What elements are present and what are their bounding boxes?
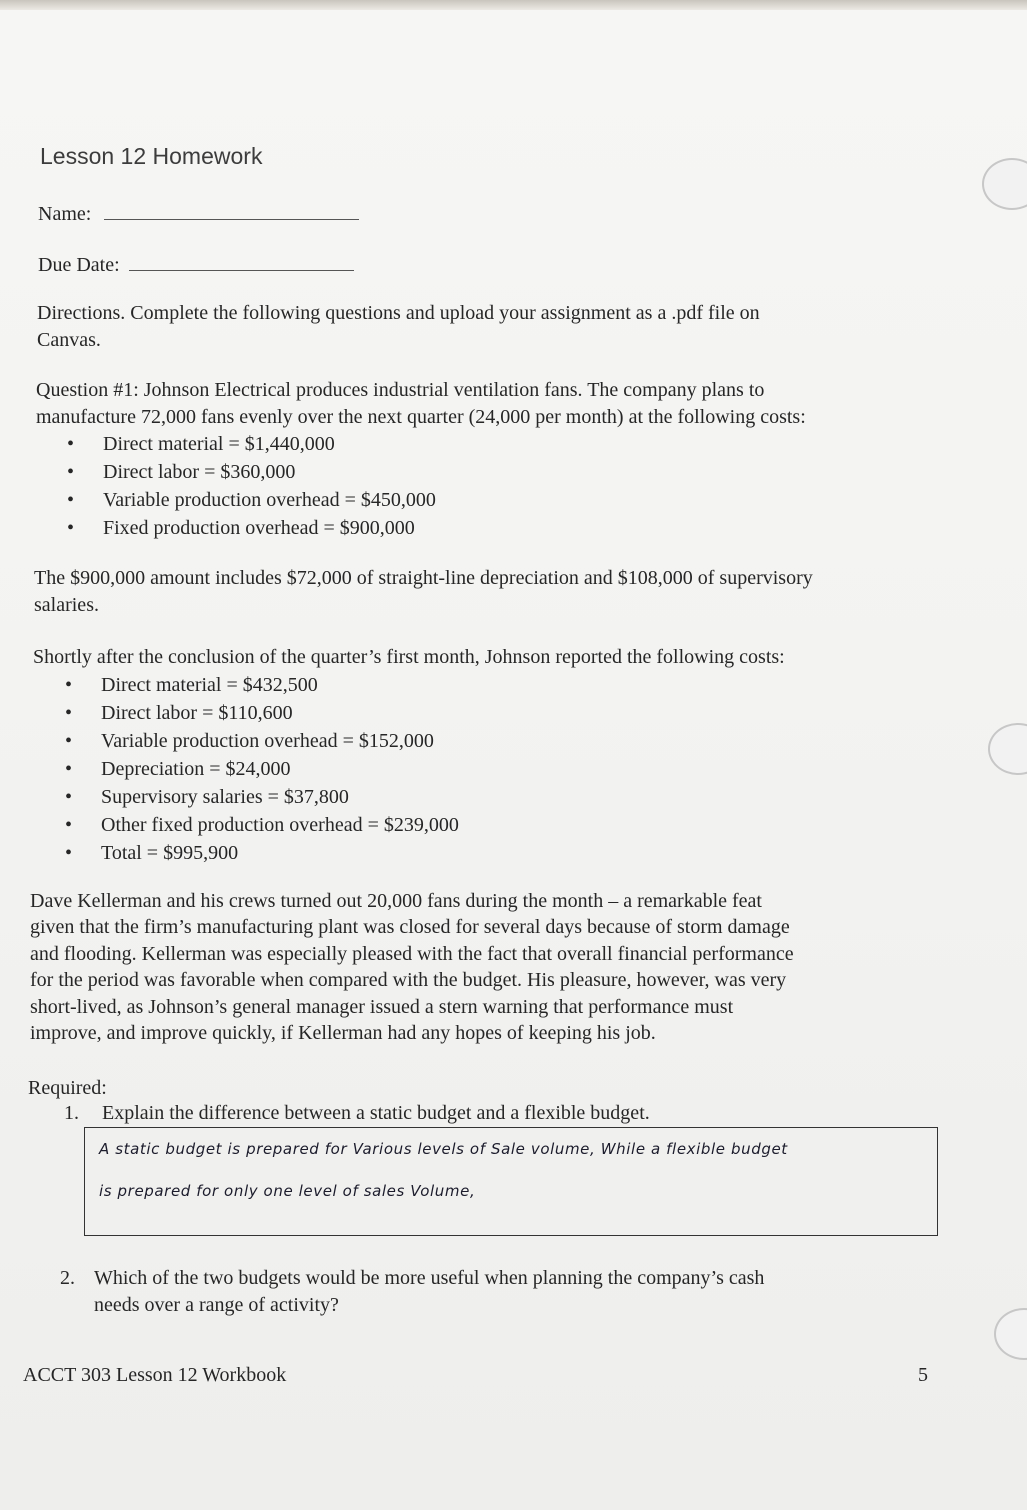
list-item: • Variable production overhead = $450,000: [103, 486, 436, 514]
handwritten-answer-line: A static budget is prepared for Various levels of Sale volume, While a flexible budget: [99, 1140, 788, 1158]
paragraph-line: and flooding. Kellerman was especially pleased with the fact that overall financial performance: [30, 942, 794, 965]
binder-hole-middle: [988, 723, 1027, 775]
intro-line: Question #1: Johnson Electrical produces industrial ventilation fans. The company plans to: [36, 379, 765, 401]
name-field: [38, 201, 359, 228]
binder-hole-top: [982, 158, 1027, 210]
requirement-1: [64, 1100, 650, 1127]
directions: [37, 300, 760, 354]
budget-cost-list: [103, 430, 436, 542]
list-item: • Total = $995,900: [101, 839, 459, 867]
list-item: • Variable production overhead = $152,000: [101, 727, 459, 755]
actual-costs-intro: Shortly after the conclusion of the quarter’s first month, Johnson reported the following costs:: [33, 646, 785, 668]
paragraph-line: for the period was favorable when compared with the budget. His pleasure, however, was very: [30, 969, 787, 992]
due-date-label: Due Date:: [38, 254, 120, 276]
requirement-number: 1.: [64, 1102, 79, 1124]
directions-line: Directions. Complete the following questions and upload your assignment as a .pdf file on: [37, 302, 760, 324]
requirement-text: needs over a range of activity?: [94, 1294, 339, 1316]
question-1-intro: [36, 377, 806, 431]
due-date-field: [38, 252, 354, 279]
paper-top-edge: [0, 0, 1027, 10]
list-item: • Direct labor = $360,000: [103, 458, 436, 486]
handwritten-answer-line: is prepared for only one level of sales Volume,: [99, 1182, 476, 1200]
scenario-paragraph: [30, 888, 794, 1046]
requirement-2: [60, 1265, 764, 1319]
list-item: • Depreciation = $24,000: [101, 755, 459, 783]
list-item: • Direct labor = $110,600: [101, 699, 459, 727]
list-item: • Direct material = $1,440,000: [103, 430, 436, 458]
fixed-overhead-note: [34, 565, 813, 619]
actual-cost-list: [101, 671, 459, 867]
required-label: Required:: [28, 1077, 107, 1099]
requirement-text: Which of the two budgets would be more useful when planning the company’s cash: [94, 1267, 765, 1289]
requirement-number: 2.: [60, 1267, 75, 1289]
paragraph-line: given that the firm’s manufacturing plant was closed for several days because of storm damage: [30, 916, 790, 939]
due-date-blank-line: [129, 252, 354, 271]
note-line: salaries.: [34, 594, 99, 616]
list-item: • Direct material = $432,500: [101, 671, 459, 699]
list-item: • Fixed production overhead = $900,000: [103, 514, 436, 542]
list-item: • Supervisory salaries = $37,800: [101, 783, 459, 811]
note-line: The $900,000 amount includes $72,000 of straight-line depreciation and $108,000 of supervisory: [34, 567, 813, 589]
directions-line: Canvas.: [37, 329, 101, 351]
page-title: Lesson 12 Homework: [40, 143, 263, 169]
paragraph-line: short-lived, as Johnson’s general manager issued a stern warning that performance must: [30, 995, 734, 1018]
list-item: • Other fixed production overhead = $239,000: [101, 811, 459, 839]
requirement-text: Explain the difference between a static budget and a flexible budget.: [102, 1102, 650, 1124]
paragraph-line: improve, and improve quickly, if Kellerman had any hopes of keeping his job.: [30, 1022, 656, 1045]
name-label: Name:: [38, 203, 92, 225]
footer-course-title: ACCT 303 Lesson 12 Workbook: [23, 1364, 287, 1386]
name-blank-line: [104, 201, 359, 220]
page-number: 5: [918, 1364, 928, 1386]
answer-box-1[interactable]: [84, 1127, 938, 1236]
paragraph-line: Dave Kellerman and his crews turned out 20,000 fans during the month – a remarkable feat: [30, 890, 762, 912]
binder-hole-bottom: [994, 1308, 1027, 1360]
intro-line: manufacture 72,000 fans evenly over the next quarter (24,000 per month) at the following costs:: [36, 406, 806, 428]
